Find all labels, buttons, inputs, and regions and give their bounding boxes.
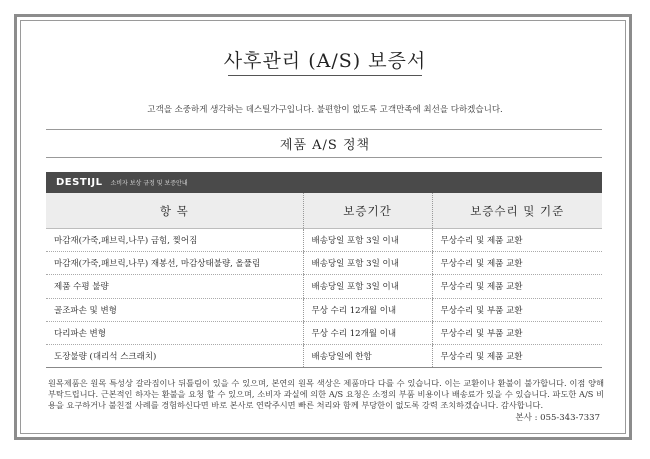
cell-item: 골조파손 및 변형 (46, 298, 303, 321)
header-item: 항 목 (46, 193, 303, 229)
brand-subtitle: 소비자 보상 규정 및 보증안내 (110, 180, 188, 187)
table-row (46, 229, 602, 252)
brand-bar (46, 172, 602, 193)
footer-notice (48, 378, 604, 412)
divider-bottom (46, 157, 602, 158)
warranty-table (46, 193, 602, 368)
cell-criteria: 무상수리 및 제품 교환 (432, 229, 602, 252)
cell-item: 도장불량 (대리석 스크래치) (46, 344, 303, 367)
cell-criteria: 무상수리 및 부품 교환 (432, 321, 602, 344)
brand-name: DESTIJL (56, 177, 103, 188)
table-row (46, 275, 602, 298)
divider-top (46, 129, 602, 130)
table-header-row (46, 193, 602, 229)
hq-phone: 본사 : 055-343-7337 (515, 413, 600, 423)
table-row (46, 298, 602, 321)
notice-text: 원목제품은 원목 특성상 갈라짐이나 뒤틀림이 있을 수 있으며, 본연의 원목 색상은 제품마다 다를 수 있습니다. 이는 교환이나 환불이 불가합니다. 이점 양해 부탁드립니다. 근본적인 하자는 환불을 요청 할 수 있으며, 소비자 과실에 의한 A/S 요청은 소정의 부품 비용이나 배송료가 있을 수 있습니다. 파도한 A/S 비용을 요구하거나 불친절 사례를 경험하신다면 바로 본사로 연락주시면 빠른 처리와 함께 부당한이 없도록 강력 조치하겠습니다. 감사합니다. (48, 378, 604, 411)
cell-period: 배송당일에 한함 (303, 344, 432, 367)
cell-criteria: 무상수리 및 부품 교환 (432, 298, 602, 321)
cell-item: 다리파손 변형 (46, 321, 303, 344)
cell-item: 제품 수평 불량 (46, 275, 303, 298)
cell-period: 배송당일 포함 3일 이내 (303, 252, 432, 275)
intro-text: 고객을 소중하게 생각하는 데스틸가구입니다. 불편함이 없도록 고객만족에 최선을 다하겠습니다. (147, 105, 503, 115)
cell-criteria: 무상수리 및 제품 교환 (432, 275, 602, 298)
cell-period: 무상 수리 12개월 이내 (303, 298, 432, 321)
table-row (46, 344, 602, 367)
header-criteria: 보증수리 및 기준 (432, 193, 602, 229)
cell-period: 배송당일 포함 3일 이내 (303, 229, 432, 252)
policy-heading: 제품 A/S 정책 (279, 138, 371, 153)
cell-criteria: 무상수리 및 제품 교환 (432, 344, 602, 367)
cell-period: 배송당일 포함 3일 이내 (303, 275, 432, 298)
table-row (46, 252, 602, 275)
cell-item: 마감재(가죽,패브릭,나무) 재봉선, 마감상태불량, 올풀림 (46, 252, 303, 275)
header-period: 보증기간 (303, 193, 432, 229)
cell-period: 무상 수리 12개월 이내 (303, 321, 432, 344)
cell-item: 마감재(가죽,패브릭,나무) 금힘, 찢어짐 (46, 229, 303, 252)
cell-criteria: 무상수리 및 제품 교환 (432, 252, 602, 275)
document-title: 사후관리 (A/S) 보증서 (223, 50, 427, 72)
table-row (46, 321, 602, 344)
title-underline (228, 75, 422, 76)
